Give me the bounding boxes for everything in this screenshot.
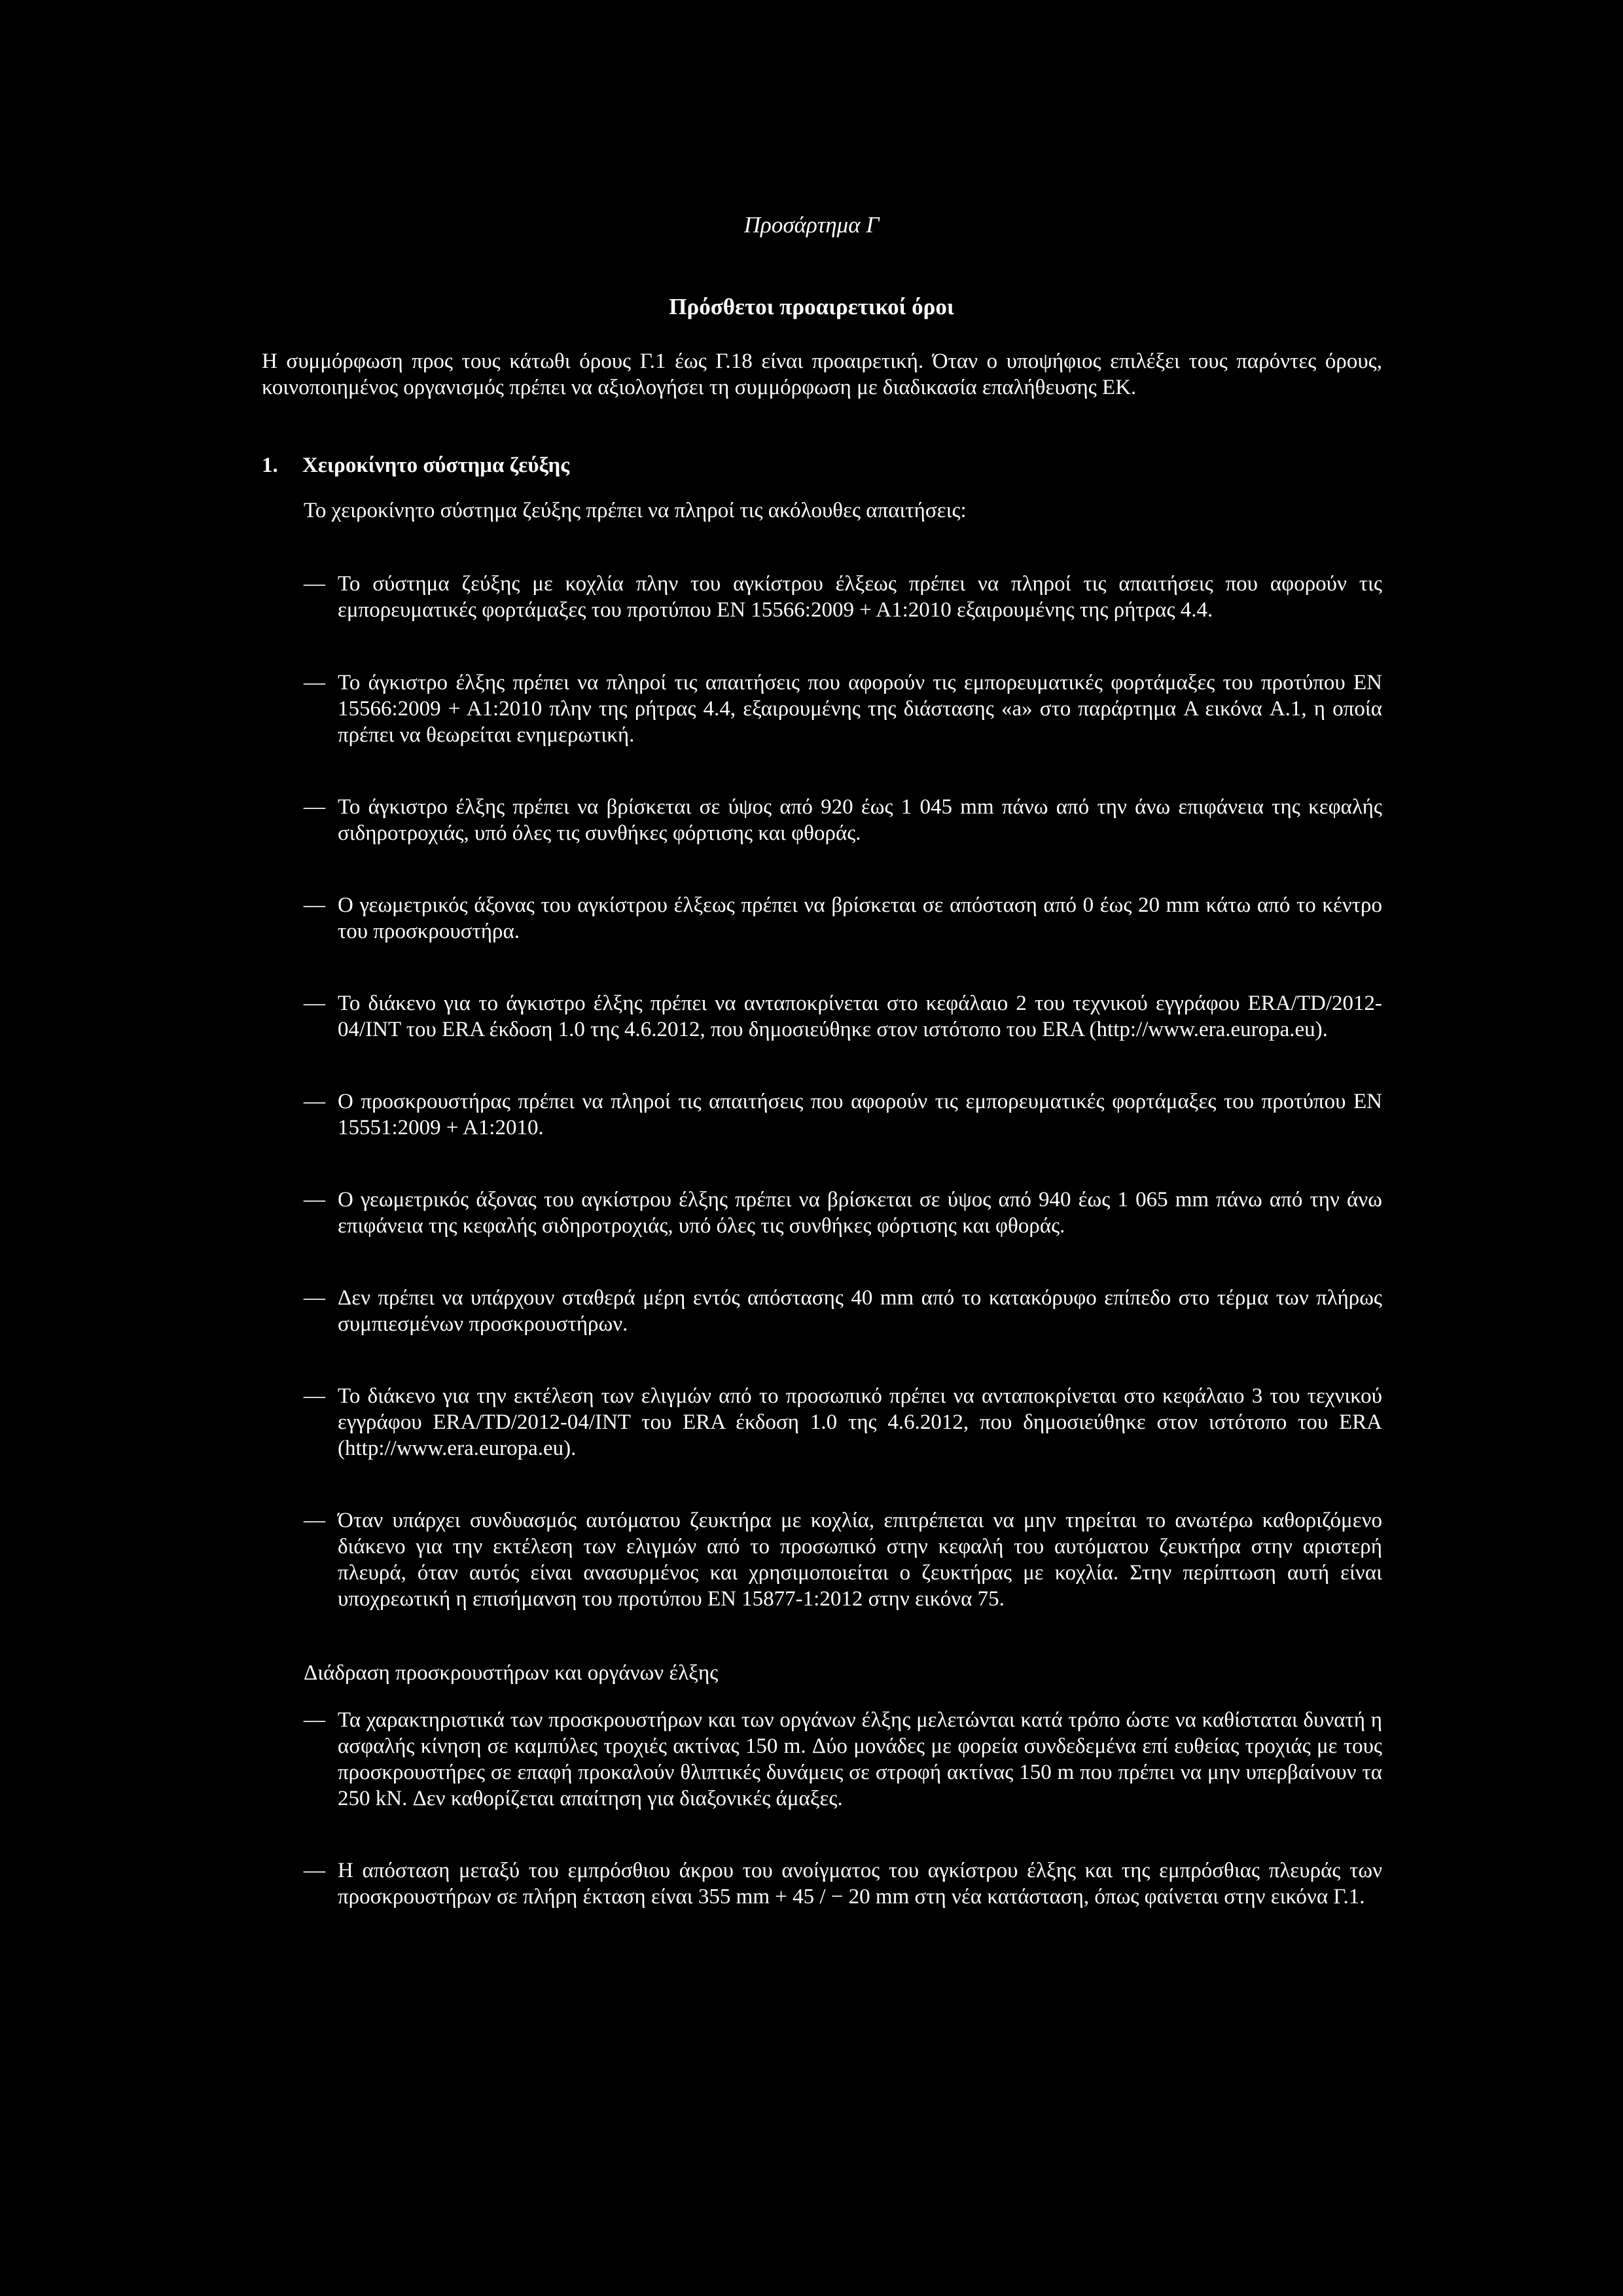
requirement-item <box>304 1383 1382 1462</box>
interaction-item <box>304 1707 1382 1812</box>
requirement-item <box>304 670 1382 748</box>
interaction-item <box>304 1857 1382 1910</box>
requirement-item <box>304 1187 1382 1239</box>
dash-marker: — <box>304 671 325 694</box>
requirement-item <box>304 1285 1382 1337</box>
document-subtitle: Πρόσθετοι προαιρετικοί όροι <box>669 294 954 319</box>
appendix-title: Προσάρτημα Γ <box>743 212 880 238</box>
requirement-item <box>304 892 1382 944</box>
dash-marker: — <box>304 795 325 819</box>
dash-marker: — <box>304 1286 325 1310</box>
dash-marker: — <box>304 1708 325 1732</box>
requirement-item <box>304 1507 1382 1612</box>
dash-marker: — <box>304 1859 325 1882</box>
interaction-text: Τα χαρακτηριστικά των προσκρουστήρων και των οργάνων έλξης μελετώνται κατά τρόπο ώστε να καθίσταται δυνατή η ασφαλής κίνηση σε καμπύλες τροχιές ακτίνας 150 m. Δύο μονάδες με φορεία συνδεδεμένα επί ευθείας τροχιάς με τους προσκρουστήρες σε επαφή προκαλούν θλιπτικές δυνάμεις σε στροφή ακτίνας 150 m που πρέπει να μην υπερβαίνουν τα 250 kN. Δεν καθορίζεται απαίτηση για διαξονικές άμαξες. <box>338 1708 1382 1810</box>
interaction-text: Η απόσταση μεταξύ του εμπρόσθιου άκρου του ανοίγματος του αγκίστρου έλξης και της εμπρόσθιας πλευράς των προσκρουστήρων σε πλήρη έκταση είναι 355 mm + 45 / − 20 mm στη νέα κατάσταση, όπως φαίνεται στην εικόνα Γ.1. <box>338 1859 1382 1909</box>
dash-marker: — <box>304 1384 325 1408</box>
section-lead-text: Το χειροκίνητο σύστημα ζεύξης πρέπει να πληροί τις ακόλουθες απαιτήσεις: <box>304 499 967 522</box>
interaction-heading: Διάδραση προσκρουστήρων και οργάνων έλξης <box>304 1661 719 1685</box>
requirement-text: Ο γεωμετρικός άξονας του αγκίστρου έλξεως πρέπει να βρίσκεται σε απόσταση από 0 έως 20 mm κάτω από το κέντρο του προσκρουστήρα. <box>338 893 1382 943</box>
requirement-item <box>304 1088 1382 1141</box>
dash-marker: — <box>304 893 325 917</box>
requirement-item <box>304 794 1382 846</box>
requirement-text: Δεν πρέπει να υπάρχουν σταθερά μέρη εντός απόστασης 40 mm από το κατακόρυφο επίπεδο στο τέρμα των πλήρως συμπιεσμένων προσκρουστήρων. <box>338 1286 1382 1336</box>
dash-marker: — <box>304 1090 325 1113</box>
requirement-text: Το διάκενο για το άγκιστρο έλξης πρέπει να ανταποκρίνεται στο κεφάλαιο 2 του τεχνικού εγγράφου ERA/TD/2012-04/INT του ERA έκδοση 1.0 της 4.6.2012, που δημοσιεύθηκε στον ιστότοπο του ERA (http://www.era.europa.eu). <box>338 992 1382 1041</box>
intro-paragraph: Η συμμόρφωση προς τους κάτωθι όρους Γ.1 έως Γ.18 είναι προαιρετική. Όταν ο υποψήφιος επιλέξει τους παρόντες όρους, κοινοποιημένος οργανισμός πρέπει να αξιολογήσει τη συμμόρφωση με διαδικασία επαλήθευσης ΕΚ. <box>262 350 1382 399</box>
requirement-text: Ο γεωμετρικός άξονας του αγκίστρου έλξης πρέπει να βρίσκεται σε ύψος από 940 έως 1 065 mm πάνω από την άνω επιφάνεια της κεφαλής σιδηροτροχιάς, υπό όλες τις συνθήκες φόρτισης και φθοράς. <box>338 1188 1382 1238</box>
section-title: Χειροκίνητο σύστημα ζεύξης <box>302 454 570 477</box>
dash-marker: — <box>304 1188 325 1211</box>
requirement-item <box>304 990 1382 1043</box>
requirement-text: Το σύστημα ζεύξης με κοχλία πλην του αγκίστρου έλξεως πρέπει να πληροί τις απαιτήσεις που αφορούν τις εμπορευματικές φορτάμαξες του προτύπου EN 15566:2009 + A1:2010 εξαιρουμένης της ρήτρας 4.4. <box>338 572 1382 622</box>
dash-marker: — <box>304 572 325 596</box>
dash-marker: — <box>304 992 325 1015</box>
requirement-text: Το διάκενο για την εκτέλεση των ελιγμών από το προσωπικό πρέπει να ανταποκρίνεται στο κεφάλαιο 3 του τεχνικού εγγράφου ERA/TD/2012-04/INT του ERA έκδοση 1.0 της 4.6.2012, που δημοσιεύθηκε στον ιστότοπο του ERA (http://www.era.europa.eu). <box>338 1384 1382 1460</box>
requirement-text: Το άγκιστρο έλξης πρέπει να πληροί τις απαιτήσεις που αφορούν τις εμπορευματικές φορτάμαξες του προτύπου EN 15566:2009 + A1:2010 πλην της ρήτρας 4.4, εξαιρουμένης της διάστασης «a» στο παράρτημα A εικόνα A.1, η οποία πρέπει να θεωρείται ενημερωτική. <box>338 671 1382 747</box>
requirement-item <box>304 571 1382 623</box>
dash-marker: — <box>304 1509 325 1532</box>
requirement-text: Όταν υπάρχει συνδυασμός αυτόματου ζευκτήρα με κοχλία, επιτρέπεται να μην τηρείται το ανωτέρω καθοριζόμενο διάκενο για την εκτέλεση των ελιγμών από το προσωπικό στην κεφαλή του αυτόματου ζευκτήρα στην αριστερή πλευρά, όταν αυτός είναι ανασυρμένος και χρησιμοποιείται ο ζευκτήρας με κοχλία. Στην περίπτωση αυτή είναι υποχρεωτική η επισήμανση του προτύπου EN 15877-1:2012 στην εικόνα 75. <box>338 1509 1382 1611</box>
section-number: 1. <box>262 454 278 477</box>
requirement-text: Το άγκιστρο έλξης πρέπει να βρίσκεται σε ύψος από 920 έως 1 045 mm πάνω από την άνω επιφάνεια της κεφαλής σιδηροτροχιάς, υπό όλες τις συνθήκες φόρτισης και φθοράς. <box>338 795 1382 845</box>
requirement-text: Ο προσκρουστήρας πρέπει να πληροί τις απαιτήσεις που αφορούν τις εμπορευματικές φορτάμαξες του προτύπου EN 15551:2009 + A1:2010. <box>338 1090 1382 1139</box>
section-heading <box>262 452 569 479</box>
